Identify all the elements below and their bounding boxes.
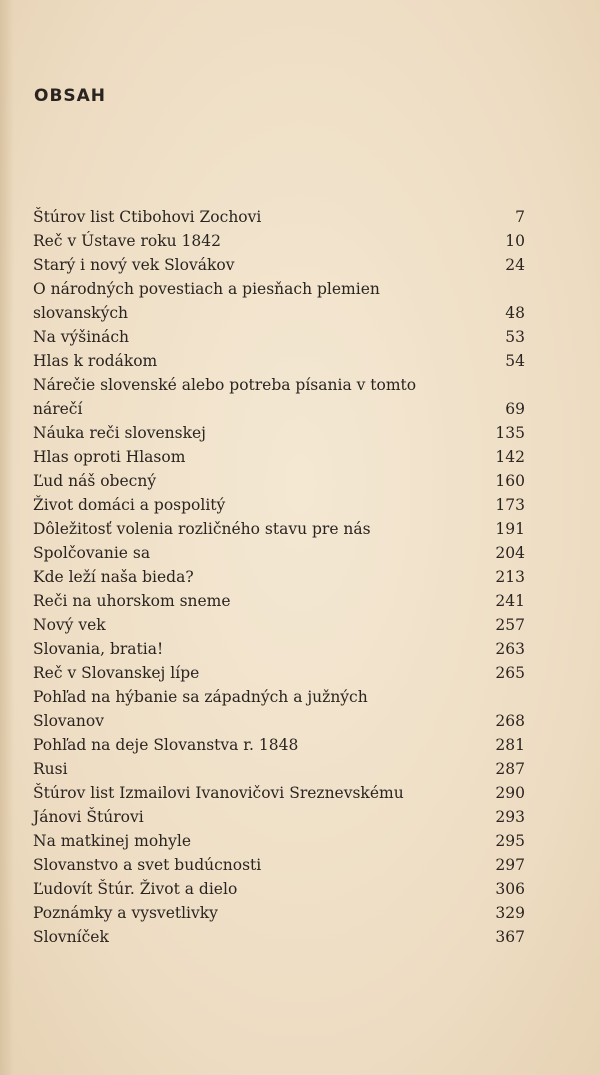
toc-entry-title: Slovania, bratia! <box>33 640 164 658</box>
toc-entry-page-number: 173 <box>495 496 525 514</box>
toc-entry-title: Slovanstvo a svet budúcnosti <box>33 856 262 874</box>
toc-entry-line <box>33 565 525 589</box>
toc-entry-line <box>33 613 525 637</box>
toc-entry-page-number: 53 <box>505 328 525 346</box>
toc-entry-page-number: 295 <box>495 832 525 850</box>
toc-entry-line <box>33 637 525 661</box>
toc-entry-line <box>33 253 525 277</box>
toc-entry-title: Reč v Slovanskej lípe <box>33 664 200 682</box>
toc-entry-line <box>33 589 525 613</box>
toc-entry-page-number: 160 <box>495 472 525 490</box>
toc-entry <box>33 613 525 637</box>
toc-entry-title: Na výšinách <box>33 328 130 346</box>
toc-entry <box>33 325 525 349</box>
toc-entry-title: Kde leží naša bieda? <box>33 568 194 586</box>
toc-entry-line <box>33 925 525 949</box>
toc-entry-title: Reč v Ústave roku 1842 <box>33 232 221 250</box>
toc-entry <box>33 733 525 757</box>
toc-entry-line <box>33 301 525 325</box>
toc-entry <box>33 253 525 277</box>
toc-entry-title: Štúrov list Ctibohovi Zochovi <box>33 208 262 226</box>
toc-entry-line <box>33 445 525 469</box>
toc-entry-title: Život domáci a pospolitý <box>33 496 226 514</box>
toc-entry-title: nárečí <box>33 400 83 418</box>
toc-entry-title: Jánovi Štúrovi <box>33 808 144 826</box>
toc-entry-title: Nárečie slovenské alebo potreba písania v tomto <box>33 376 417 394</box>
toc-entry-page-number: 142 <box>495 448 525 466</box>
toc-entry-page-number: 69 <box>505 400 525 418</box>
toc-entry-page-number: 135 <box>495 424 525 442</box>
toc-entry-page-number: 268 <box>495 712 525 730</box>
toc-entry <box>33 925 525 949</box>
toc-entry <box>33 445 525 469</box>
toc-entry <box>33 229 525 253</box>
toc-entry-line <box>33 373 525 397</box>
toc-entry <box>33 661 525 685</box>
toc-entry-title: Starý i nový vek Slovákov <box>33 256 235 274</box>
toc-entry-title: Poznámky a vysvetlivky <box>33 904 218 922</box>
contents-heading: OBSAH <box>34 86 107 106</box>
toc-entry <box>33 277 525 325</box>
toc-entry-line <box>33 829 525 853</box>
toc-entry-page-number: 257 <box>495 616 525 634</box>
toc-entry-page-number: 204 <box>495 544 525 562</box>
toc-entry <box>33 757 525 781</box>
toc-entry-page-number: 263 <box>495 640 525 658</box>
toc-entry-page-number: 287 <box>495 760 525 778</box>
toc-entry-line <box>33 421 525 445</box>
toc-entry-page-number: 329 <box>495 904 525 922</box>
toc-entry-title: Pohľad na hýbanie sa západných a južných <box>33 688 368 706</box>
page-edge-shadow <box>0 0 14 1075</box>
toc-entry <box>33 781 525 805</box>
toc-entry <box>33 421 525 445</box>
toc-entry-line <box>33 517 525 541</box>
toc-entry-line <box>33 757 525 781</box>
toc-entry-page-number: 293 <box>495 808 525 826</box>
toc-entry <box>33 685 525 733</box>
toc-entry-line <box>33 853 525 877</box>
toc-entry <box>33 901 525 925</box>
toc-entry-title: Ľudovít Štúr. Život a dielo <box>33 880 238 898</box>
toc-entry <box>33 541 525 565</box>
toc-entry-title: Rusi <box>33 760 68 778</box>
toc-entry-title: Spolčovanie sa <box>33 544 151 562</box>
toc-entry-title: O národných povestiach a piesňach plemien <box>33 280 380 298</box>
toc-entry-title: Dôležitosť volenia rozličného stavu pre nás <box>33 520 371 538</box>
toc-entry-title: Náuka reči slovenskej <box>33 424 206 442</box>
toc-entry <box>33 469 525 493</box>
toc-entry-page-number: 48 <box>505 304 525 322</box>
toc-entry-title: slovanských <box>33 304 128 322</box>
toc-entry-line <box>33 469 525 493</box>
toc-entry-line <box>33 805 525 829</box>
toc-entry-line <box>33 709 525 733</box>
toc-entry-line <box>33 205 525 229</box>
toc-entry-title: Na matkinej mohyle <box>33 832 192 850</box>
toc-entry-line <box>33 685 525 709</box>
toc-entry-page-number: 7 <box>515 208 525 226</box>
toc-entry-line <box>33 325 525 349</box>
toc-entry-line <box>33 349 525 373</box>
toc-entry <box>33 517 525 541</box>
toc-entry-title: Štúrov list Izmailovi Ivanovičovi Sreznevskému <box>33 784 404 802</box>
toc-entry-line <box>33 733 525 757</box>
table-of-contents <box>33 205 525 949</box>
toc-entry-line <box>33 397 525 421</box>
toc-entry-title: Ľud náš obecný <box>33 472 157 490</box>
toc-entry-line <box>33 277 525 301</box>
toc-entry <box>33 373 525 421</box>
toc-entry-line <box>33 541 525 565</box>
toc-entry <box>33 349 525 373</box>
toc-entry-title: Reči na uhorskom sneme <box>33 592 231 610</box>
toc-entry-line <box>33 877 525 901</box>
toc-entry-title: Hlas k rodákom <box>33 352 158 370</box>
toc-entry <box>33 589 525 613</box>
toc-entry <box>33 805 525 829</box>
toc-entry-title: Hlas oproti Hlasom <box>33 448 186 466</box>
toc-entry-page-number: 191 <box>495 520 525 538</box>
toc-entry-page-number: 297 <box>495 856 525 874</box>
toc-entry-line <box>33 229 525 253</box>
toc-entry-line <box>33 493 525 517</box>
toc-entry <box>33 565 525 589</box>
toc-entry-page-number: 241 <box>495 592 525 610</box>
toc-entry-line <box>33 781 525 805</box>
toc-entry-page-number: 367 <box>495 928 525 946</box>
toc-entry <box>33 637 525 661</box>
toc-entry-title: Slovníček <box>33 928 109 946</box>
toc-entry-page-number: 24 <box>505 256 525 274</box>
toc-entry <box>33 853 525 877</box>
toc-entry-line <box>33 901 525 925</box>
toc-entry-page-number: 281 <box>495 736 525 754</box>
toc-entry <box>33 205 525 229</box>
toc-entry-page-number: 290 <box>495 784 525 802</box>
toc-entry-title: Nový vek <box>33 616 106 634</box>
toc-entry <box>33 877 525 901</box>
toc-entry-page-number: 265 <box>495 664 525 682</box>
toc-entry <box>33 829 525 853</box>
toc-entry-title: Slovanov <box>33 712 104 730</box>
toc-entry-page-number: 10 <box>505 232 525 250</box>
toc-entry-page-number: 213 <box>495 568 525 586</box>
toc-entry <box>33 493 525 517</box>
toc-entry-page-number: 54 <box>505 352 525 370</box>
toc-entry-page-number: 306 <box>495 880 525 898</box>
toc-entry-title: Pohľad na deje Slovanstva r. 1848 <box>33 736 299 754</box>
toc-entry-line <box>33 661 525 685</box>
